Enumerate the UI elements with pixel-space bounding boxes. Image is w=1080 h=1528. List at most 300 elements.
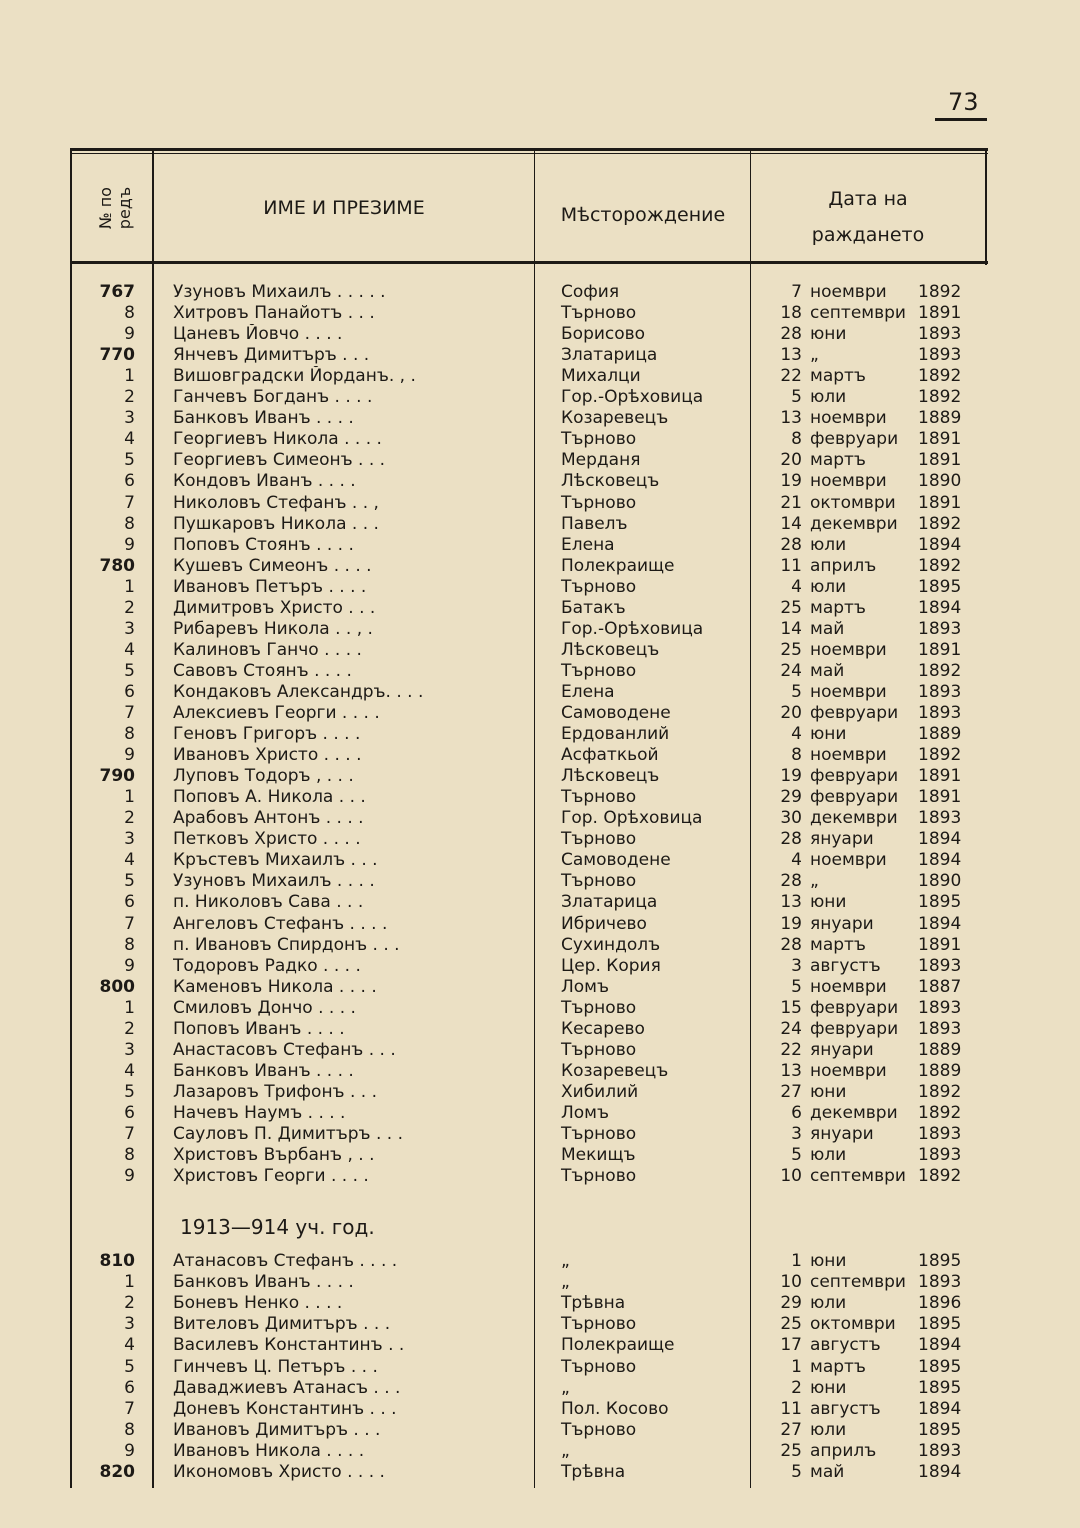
- table-row: [0, 324, 1080, 345]
- birth-day: 18: [780, 303, 802, 324]
- birth-month: февруари: [810, 766, 899, 787]
- birth-month: ноември: [810, 976, 887, 997]
- birth-day: 3: [791, 955, 802, 976]
- birth-year: 1893: [918, 1440, 962, 1461]
- birth-year: 1893: [918, 345, 962, 366]
- person-name: Боневъ Ненко . . . .: [173, 1293, 343, 1314]
- birth-month: ноември: [810, 408, 887, 429]
- birth-year: 1893: [918, 681, 962, 702]
- birth-year: 1891: [918, 787, 962, 808]
- birth-day: 24: [780, 1018, 802, 1039]
- birth-day: 10: [780, 1272, 802, 1293]
- table-row: [0, 850, 1080, 871]
- row-number: 9: [124, 955, 135, 976]
- birth-year: 1893: [918, 1018, 962, 1039]
- birth-month: юни: [810, 892, 847, 913]
- birth-day: 5: [791, 1145, 802, 1166]
- person-name: Петковъ Христо . . . .: [173, 829, 361, 850]
- birth-month: августъ: [810, 1335, 881, 1356]
- row-number: 767: [99, 282, 135, 302]
- table-header-rule: [70, 261, 988, 264]
- birth-year: 1894: [918, 1398, 962, 1419]
- row-number: 9: [124, 1166, 135, 1187]
- row-number: 8: [124, 303, 135, 324]
- row-number: 6: [124, 681, 135, 702]
- person-name: Ивановъ Никола . . . .: [173, 1440, 365, 1461]
- birth-day: 28: [780, 829, 802, 850]
- person-name: Поповъ А. Никола . . .: [173, 787, 366, 808]
- row-number: 8: [124, 724, 135, 745]
- person-name: Кушевъ Симеонъ . . . .: [173, 555, 372, 576]
- birth-day: 25: [780, 597, 802, 618]
- person-name: Янчевъ Димитъръ . . .: [173, 345, 370, 366]
- birthplace: Цер. Кория: [561, 955, 661, 976]
- birthplace: Асфаткьой: [561, 745, 659, 766]
- birth-day: 13: [780, 1060, 802, 1081]
- birth-month: мартъ: [810, 366, 866, 387]
- birth-day: 28: [780, 534, 802, 555]
- person-name: Икономовъ Христо . . . .: [173, 1462, 385, 1482]
- header-row-number: [85, 160, 145, 256]
- birth-year: 1894: [918, 1335, 962, 1356]
- birth-year: 1894: [918, 597, 962, 618]
- birthplace: Самоводене: [561, 703, 671, 723]
- person-name: Христовъ Върбанъ , . .: [173, 1145, 375, 1166]
- birth-day: 27: [780, 1081, 802, 1102]
- table-row: [0, 724, 1080, 745]
- birth-day: 19: [780, 766, 802, 787]
- table-row: [0, 408, 1080, 429]
- birth-month: февруари: [810, 429, 899, 450]
- birth-year: 1889: [918, 1039, 962, 1060]
- birth-day: 10: [780, 1166, 802, 1187]
- birth-day: 20: [780, 450, 802, 471]
- row-number: 8: [124, 1419, 135, 1440]
- birth-year: 1892: [918, 1166, 962, 1187]
- person-name: Узуновъ Михаилъ . . . . .: [173, 282, 386, 302]
- table-row: [0, 1145, 1080, 1166]
- birthplace: Търново: [561, 829, 637, 850]
- person-name: Сауловъ П. Димитъръ . . .: [173, 1124, 403, 1144]
- birthplace: София: [561, 282, 620, 302]
- table-row: [0, 1103, 1080, 1124]
- birthplace: „: [561, 1377, 570, 1398]
- birth-month: октомври: [810, 492, 896, 513]
- birth-day: 22: [780, 366, 802, 387]
- person-name: Кондовъ Иванъ . . . .: [173, 471, 356, 492]
- row-number: 8: [124, 513, 135, 534]
- birth-day: 21: [780, 492, 802, 513]
- birth-month: септември: [810, 303, 906, 324]
- table-top-rule: [70, 148, 988, 151]
- person-name: Кръстевъ Михаилъ . . .: [173, 850, 378, 871]
- person-name: Банковъ Иванъ . . . .: [173, 408, 354, 429]
- row-number: 6: [124, 471, 135, 492]
- person-name: Поповъ Иванъ . . . .: [173, 1018, 345, 1039]
- table-row: [0, 1462, 1080, 1483]
- row-number: 790: [99, 766, 135, 787]
- table-row: [0, 808, 1080, 829]
- birth-year: 1892: [918, 745, 962, 766]
- birth-month: декември: [810, 808, 898, 829]
- birth-year: 1895: [918, 576, 962, 597]
- birth-year: 1895: [918, 1356, 962, 1377]
- person-name: Савовъ Стоянъ . . . .: [173, 660, 352, 681]
- birthplace: Мерданя: [561, 450, 641, 471]
- birth-month: юли: [810, 1293, 847, 1314]
- birthplace: Златарица: [561, 345, 658, 366]
- table-row: [0, 956, 1080, 977]
- person-name: Рибаревъ Никола . . , .: [173, 618, 373, 639]
- table-row: [0, 1082, 1080, 1103]
- table-row: [0, 1399, 1080, 1420]
- birth-day: 13: [780, 345, 802, 366]
- row-number: 2: [124, 1018, 135, 1039]
- birth-year: 1893: [918, 618, 962, 639]
- person-name: Христовъ Георги . . . .: [173, 1166, 369, 1187]
- birth-month: юли: [810, 576, 847, 597]
- table-row: [0, 1293, 1080, 1314]
- birth-day: 22: [780, 1039, 802, 1060]
- person-name: Геновъ Григоръ . . . .: [173, 724, 361, 745]
- table-row: [0, 661, 1080, 682]
- person-name: Атанасовъ Стефанъ . . . .: [173, 1251, 398, 1271]
- table-row: [0, 282, 1080, 303]
- row-number: 7: [124, 1398, 135, 1419]
- birth-month: септември: [810, 1272, 906, 1293]
- person-name: Банковъ Иванъ . . . .: [173, 1060, 354, 1081]
- birth-day: 28: [780, 324, 802, 345]
- birthplace: Гор.-Орѣховица: [561, 387, 704, 408]
- birthplace: Сухиндолъ: [561, 934, 661, 955]
- table-row: [0, 1061, 1080, 1082]
- birth-month: августъ: [810, 955, 881, 976]
- birth-year: 1887: [918, 976, 962, 997]
- table-row: [0, 619, 1080, 640]
- birth-day: 4: [791, 850, 802, 871]
- birth-year: 1892: [918, 660, 962, 681]
- birth-day: 8: [791, 429, 802, 450]
- birth-year: 1895: [918, 1377, 962, 1398]
- header-date-line1: Дата на: [828, 188, 908, 210]
- birth-day: 29: [780, 787, 802, 808]
- birth-year: 1891: [918, 303, 962, 324]
- birth-year: 1891: [918, 450, 962, 471]
- row-number: 810: [99, 1251, 135, 1271]
- birth-year: 1893: [918, 997, 962, 1018]
- row-number: 5: [124, 1081, 135, 1102]
- person-name: Анастасовъ Стефанъ . . .: [173, 1039, 396, 1060]
- row-number: 2: [124, 808, 135, 829]
- birth-day: 13: [780, 892, 802, 913]
- birth-year: 1891: [918, 934, 962, 955]
- table-row: [0, 1272, 1080, 1293]
- person-name: Кондаковъ Александръ. . . .: [173, 681, 424, 702]
- person-name: Луповъ Тодоръ , . . .: [173, 766, 354, 787]
- birth-month: май: [810, 1462, 845, 1482]
- birth-day: 5: [791, 976, 802, 997]
- table-row: [0, 892, 1080, 913]
- person-name: Смиловъ Дончо . . . .: [173, 997, 356, 1018]
- row-number: 3: [124, 829, 135, 850]
- table-row: [0, 598, 1080, 619]
- table-row: [0, 1040, 1080, 1061]
- birthplace: Батакъ: [561, 597, 626, 618]
- birth-month: януари: [810, 1124, 874, 1144]
- birth-month: „: [810, 871, 819, 892]
- header-no-line2: редъ: [115, 186, 134, 230]
- birth-year: 1893: [918, 808, 962, 829]
- birthplace: „: [561, 1251, 570, 1271]
- row-number: 1: [124, 576, 135, 597]
- person-name: Ангеловъ Стефанъ . . . .: [173, 913, 388, 934]
- birth-day: 30: [780, 808, 802, 829]
- table-row: [0, 935, 1080, 956]
- row-number: 820: [99, 1462, 135, 1482]
- birthplace: Търново: [561, 1166, 637, 1187]
- table-row: [0, 1124, 1080, 1145]
- birth-year: 1892: [918, 282, 962, 302]
- birthplace: Ибричево: [561, 913, 647, 934]
- birth-year: 1893: [918, 1124, 962, 1144]
- birthplace: Търново: [561, 1356, 637, 1377]
- person-name: Арабовъ Антонъ . . . .: [173, 808, 364, 829]
- table-row: [0, 450, 1080, 471]
- row-number: 3: [124, 618, 135, 639]
- birth-month: юни: [810, 1251, 847, 1271]
- birthplace: Михалци: [561, 366, 641, 387]
- birth-year: 1889: [918, 408, 962, 429]
- table-row: [0, 1357, 1080, 1378]
- birth-day: 5: [791, 387, 802, 408]
- birth-month: юни: [810, 724, 847, 745]
- birthplace: Търново: [561, 1039, 637, 1060]
- person-name: Поповъ Стоянъ . . . .: [173, 534, 354, 555]
- row-number: 4: [124, 850, 135, 871]
- birth-month: мартъ: [810, 934, 866, 955]
- birth-month: ноември: [810, 1060, 887, 1081]
- person-name: Гинчевъ Ц. Петъръ . . .: [173, 1356, 378, 1377]
- birth-month: ноември: [810, 681, 887, 702]
- birth-month: юни: [810, 1377, 847, 1398]
- row-number: 1: [124, 997, 135, 1018]
- birth-month: октомври: [810, 1314, 896, 1335]
- row-number: 5: [124, 1356, 135, 1377]
- table-row: [0, 871, 1080, 892]
- birth-year: 1894: [918, 1462, 962, 1482]
- birth-month: априлъ: [810, 1440, 877, 1461]
- person-name: Даваджиевъ Атанасъ . . .: [173, 1377, 401, 1398]
- birthplace: Полекраище: [561, 1335, 675, 1356]
- person-name: Начевъ Наумъ . . . .: [173, 1102, 346, 1123]
- person-name: Тодоровъ Радко . . . .: [173, 955, 361, 976]
- birth-month: юли: [810, 387, 847, 408]
- birthplace: „: [561, 1272, 570, 1293]
- row-number: 1: [124, 1272, 135, 1293]
- birthplace: „: [561, 1440, 570, 1461]
- birth-day: 11: [780, 555, 802, 576]
- table-right-border: [985, 150, 987, 265]
- person-name: Вишовградски Йорданъ. , .: [173, 366, 416, 387]
- birth-year: 1893: [918, 703, 962, 723]
- birth-month: май: [810, 618, 845, 639]
- birth-year: 1895: [918, 1314, 962, 1335]
- birth-year: 1893: [918, 1145, 962, 1166]
- row-number: 5: [124, 450, 135, 471]
- birth-month: ноември: [810, 282, 887, 302]
- birth-day: 15: [780, 997, 802, 1018]
- birth-year: 1892: [918, 1081, 962, 1102]
- table-row: [0, 345, 1080, 366]
- row-number: 800: [99, 976, 135, 997]
- birthplace: Търново: [561, 429, 637, 450]
- birthplace: Павелъ: [561, 513, 628, 534]
- birth-day: 28: [780, 934, 802, 955]
- birthplace: Гор. Орѣховица: [561, 808, 703, 829]
- person-name: Калиновъ Ганчо . . . .: [173, 639, 362, 660]
- birthplace: Кесарево: [561, 1018, 645, 1039]
- row-number: 2: [124, 597, 135, 618]
- birthplace: Лѣсковецъ: [561, 639, 660, 660]
- birthplace: Трѣвна: [561, 1462, 626, 1482]
- person-name: Георгиевъ Никола . . . .: [173, 429, 382, 450]
- birth-month: декември: [810, 513, 898, 534]
- row-number: 9: [124, 324, 135, 345]
- table-row: [0, 387, 1080, 408]
- birth-day: 20: [780, 703, 802, 723]
- birth-month: мартъ: [810, 450, 866, 471]
- birth-month: февруари: [810, 1018, 899, 1039]
- table-row: [0, 514, 1080, 535]
- person-name: Ивановъ Петъръ . . . .: [173, 576, 367, 597]
- table-row: [0, 366, 1080, 387]
- birthplace: Полекраище: [561, 555, 675, 576]
- birth-day: 19: [780, 471, 802, 492]
- row-number: 5: [124, 871, 135, 892]
- table-row: [0, 1420, 1080, 1441]
- birth-month: февруари: [810, 997, 899, 1018]
- table-row: [0, 303, 1080, 324]
- row-number: 3: [124, 1314, 135, 1335]
- birth-year: 1891: [918, 429, 962, 450]
- table-row: [0, 1378, 1080, 1399]
- birth-month: май: [810, 660, 845, 681]
- row-number: 780: [99, 555, 135, 576]
- row-number: 8: [124, 934, 135, 955]
- birth-day: 3: [791, 1124, 802, 1144]
- row-number: 7: [124, 1124, 135, 1144]
- row-number: 6: [124, 892, 135, 913]
- birthplace: Козаревецъ: [561, 408, 669, 429]
- table-row: [0, 1314, 1080, 1335]
- header-no-line1: № по: [95, 187, 115, 229]
- birthplace: Търново: [561, 871, 637, 892]
- table-row: [0, 829, 1080, 850]
- birth-day: 29: [780, 1293, 802, 1314]
- table-row: [0, 682, 1080, 703]
- birthplace: Ломъ: [561, 1102, 610, 1123]
- table-row: [0, 429, 1080, 450]
- birth-month: „: [810, 345, 819, 366]
- birth-day: 25: [780, 639, 802, 660]
- birth-year: 1894: [918, 534, 962, 555]
- birthplace: Козаревецъ: [561, 1060, 669, 1081]
- row-number: 5: [124, 660, 135, 681]
- birth-day: 8: [791, 745, 802, 766]
- birthplace: Лѣсковецъ: [561, 766, 660, 787]
- birthplace: Мекищъ: [561, 1145, 636, 1166]
- person-name: Ивановъ Димитъръ . . .: [173, 1419, 381, 1440]
- birthplace: Трѣвна: [561, 1293, 626, 1314]
- birth-month: мартъ: [810, 1356, 866, 1377]
- birth-year: 1890: [918, 871, 962, 892]
- birth-year: 1892: [918, 1102, 962, 1123]
- birth-year: 1895: [918, 892, 962, 913]
- table-row: [0, 1019, 1080, 1040]
- birth-day: 2: [791, 1377, 802, 1398]
- row-number: 4: [124, 1335, 135, 1356]
- row-number: 770: [99, 345, 135, 366]
- person-name: п. Ивановъ Спирдонъ . . .: [173, 934, 400, 955]
- birthplace: Търново: [561, 303, 637, 324]
- header-date-line2: раждането: [811, 224, 925, 246]
- row-number: 7: [124, 913, 135, 934]
- birthplace: Лѣсковецъ: [561, 471, 660, 492]
- birth-year: 1893: [918, 324, 962, 345]
- row-number: 6: [124, 1102, 135, 1123]
- birthplace: Самоводене: [561, 850, 671, 871]
- birth-day: 1: [791, 1356, 802, 1377]
- birth-month: ноември: [810, 850, 887, 871]
- birth-month: декември: [810, 1102, 898, 1123]
- birthplace: Пол. Косово: [561, 1398, 669, 1419]
- row-number: 9: [124, 745, 135, 766]
- birth-day: 4: [791, 576, 802, 597]
- row-number: 1: [124, 787, 135, 808]
- row-number: 9: [124, 1440, 135, 1461]
- birth-day: 13: [780, 408, 802, 429]
- row-number: 4: [124, 429, 135, 450]
- birthplace: Хибилий: [561, 1081, 639, 1102]
- table-row: [0, 471, 1080, 492]
- person-name: Банковъ Иванъ . . . .: [173, 1272, 354, 1293]
- birth-month: януари: [810, 829, 874, 850]
- table-row: [0, 977, 1080, 998]
- birth-day: 24: [780, 660, 802, 681]
- birth-year: 1893: [918, 955, 962, 976]
- header-birthplace: Мѣсторождение: [560, 204, 726, 226]
- table-row: [0, 998, 1080, 1019]
- row-number: 4: [124, 639, 135, 660]
- birth-day: 27: [780, 1419, 802, 1440]
- birth-day: 7: [791, 282, 802, 302]
- birth-month: септември: [810, 1166, 906, 1187]
- birth-year: 1891: [918, 639, 962, 660]
- table-row: [0, 577, 1080, 598]
- birth-month: февруари: [810, 787, 899, 808]
- person-name: Алексиевъ Георги . . . .: [173, 703, 380, 723]
- birth-day: 17: [780, 1335, 802, 1356]
- table-row: [0, 1335, 1080, 1356]
- birth-year: 1891: [918, 492, 962, 513]
- person-name: Вителовъ Димитъръ . . .: [173, 1314, 391, 1335]
- birth-year: 1892: [918, 387, 962, 408]
- birth-year: 1896: [918, 1293, 962, 1314]
- birth-day: 6: [791, 1102, 802, 1123]
- row-number: 7: [124, 703, 135, 723]
- row-number: 2: [124, 1293, 135, 1314]
- table-row: [0, 1441, 1080, 1462]
